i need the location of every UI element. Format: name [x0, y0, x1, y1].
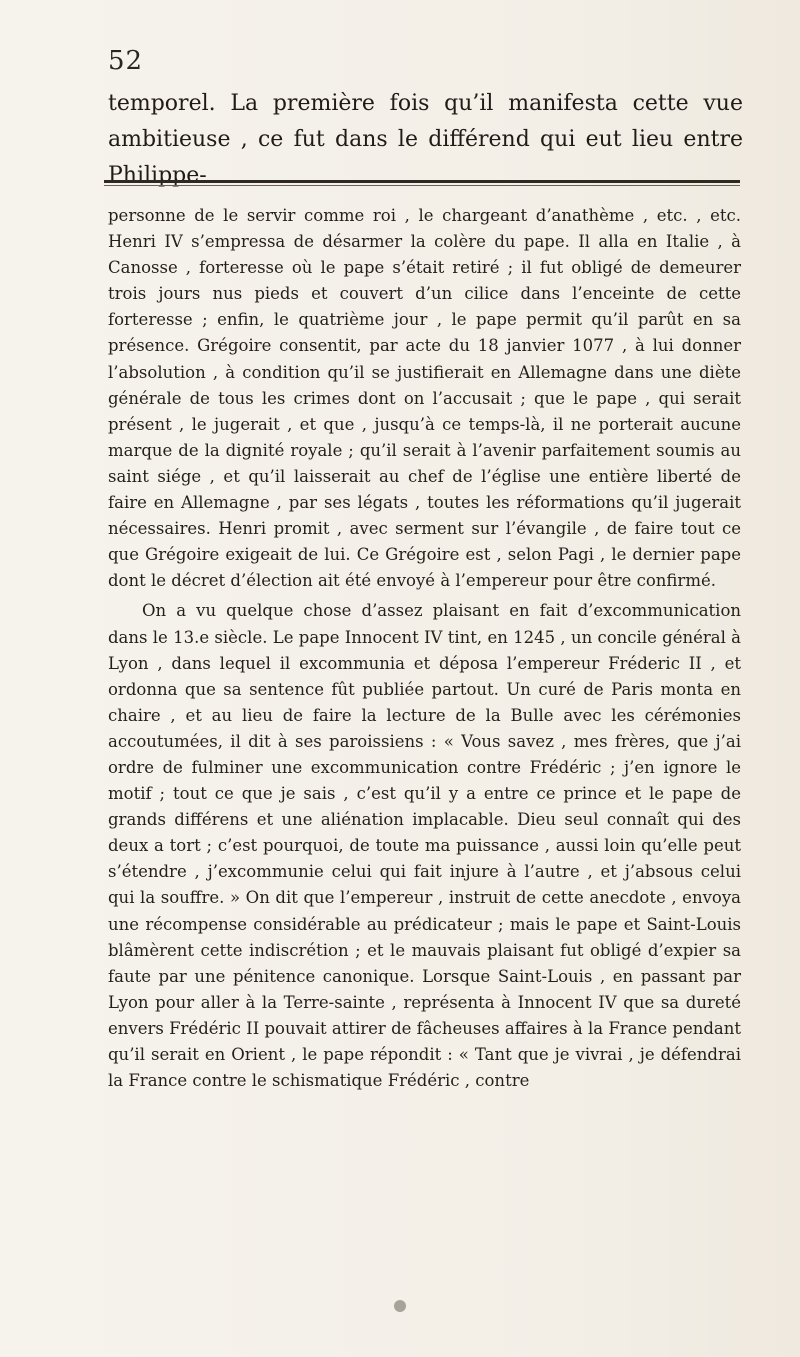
page-number: 52 [108, 46, 144, 76]
decorative-mark [394, 1300, 406, 1312]
footnote-paragraph-1: personne de le servir comme roi , le chargeant d’anathème , etc. , etc. Henri IV s’empressa de désarmer la colère du pape. Il alla en Italie , à Canosse , forteresse où le pape s’était retiré ; il fut obligé de demeurer trois jours nus pieds et couvert d’un cilice dans l’enceinte de cette forteresse ; enfin, le quatrième jour , le pape permit qu’il parût en sa présence. Grégoire consentit, par acte du 18 janvier 1077 , à lui donner l’absolution , à condition qu’il se justifierait en Allemagne dans une diète générale de tous les crimes dont on l’accusait ; que le pape , qui serait présent , le jugerait , et que , jusqu’à ce temps-là, il ne porterait aucune marque de la dignité royale ; qu’il serait à l’avenir parfaitement soumis au saint siége , et qu’il laisserait au chef de l’église une entière liberté de faire en Allemagne , par ses légats , toutes les réformations qu’il jugerait nécessaires. Henri promit , avec serment sur l’évangile , de faire tout ce que Grégoire exigeait de lui. Ce Grégoire est , selon Pagi , le dernier pape dont le décret d’élection ait été envoyé à l’empereur pour être confirmé. [108, 206, 741, 591]
main-paragraph: temporel. La première fois qu’il manifesta cette vue ambitieuse , ce fut dans le différend qui eut lieu entre Philippe- [108, 91, 743, 188]
footnote-block [108, 203, 741, 1094]
footnote-separator [104, 180, 740, 183]
footnote-paragraph-2: On a vu quelque chose d’assez plaisant en fait d’excommunication dans le 13.e siècle. Le pape Innocent IV tint, en 1245 , un concile général à Lyon , dans lequel il excommunia et déposa l’empereur Fréderic II , et ordonna que sa sentence fût publiée partout. Un curé de Paris monta en chaire , et au lieu de faire la lecture de la Bulle avec les cérémonies accoutumées, il dit à ses paroissiens : « Vous savez , mes frères, que j’ai ordre de fulminer une excommunication contre Frédéric ; j’en ignore le motif ; tout ce que je sais , c’est qu’il y a entre ce prince et le pape de grands différens et une aliénation implacable. Dieu seul connaît qui des deux a tort ; c’est pourquoi, de toute ma puissance , aussi loin qu’elle peut s’étendre , j’excommunie celui qui fait injure à l’autre , et j’absous celui qui la souffre. » On dit que l’empereur , instruit de cette anecdote , envoya une récompense considérable au prédicateur ; mais le pape et Saint-Louis blâmèrent cette indiscrétion ; et le mauvais plaisant fut obligé d’expier sa faute par une pénitence canonique. Lorsque Saint-Louis , en passant par Lyon pour aller à la Terre-sainte , représenta à Innocent IV que sa dureté envers Frédéric II pouvait attirer de fâcheuses affaires à la France pendant qu’il serait en Orient , le pape répondit : « Tant que je vivrai , je défendrai la France contre le schismatique Frédéric , contre [108, 601, 741, 1091]
main-text [108, 86, 743, 194]
